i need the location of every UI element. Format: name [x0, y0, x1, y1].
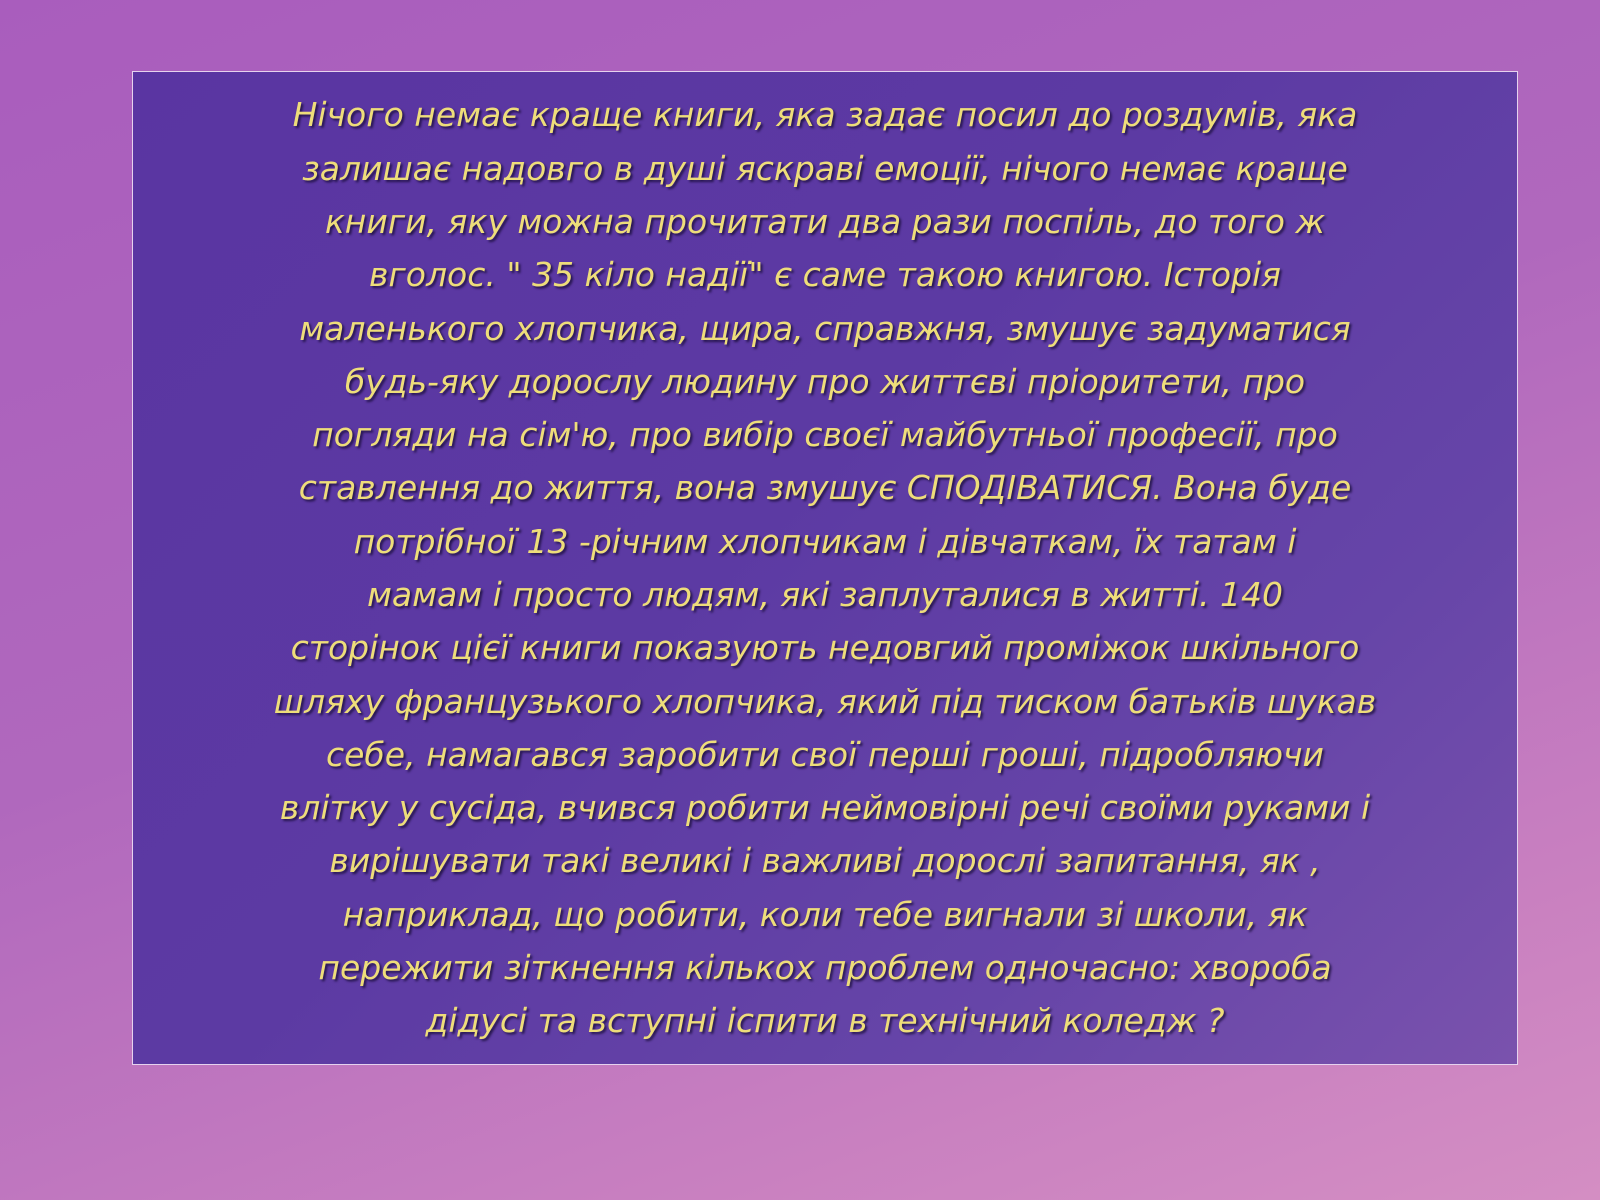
text-line: вирішувати такі великі і важливі дорослі запитання, як , — [329, 841, 1321, 881]
text-line: залишає надовго в душі яскраві емоції, нічого немає краще — [302, 148, 1348, 188]
text-line: потрібної 13 -річним хлопчикам і дівчаткам, їх татам і — [353, 521, 1297, 561]
text-box — [132, 71, 1518, 1065]
text-line: ставлення до життя, вона змушує СПОДІВАТИСЯ. Вона буде — [298, 468, 1352, 508]
text-line: будь-яку дорослу людину про життєві пріоритети, про — [344, 361, 1306, 401]
text-line: сторінок цієї книги показують недовгий проміжок шкільного — [290, 628, 1360, 668]
text-line: книги, яку можна прочитати два рази поспіль, до того ж — [324, 201, 1326, 241]
text-line: влітку у сусіда, вчився робити неймовірні речі своїми руками і — [279, 788, 1371, 828]
text-line: Нічого немає краще книги, яка задає посил до роздумів, яка — [292, 95, 1358, 135]
text-line: дідусі та вступні іспити в технічний коледж ? — [425, 1001, 1225, 1041]
text-line: себе, намагався заробити свої перші гроші, підробляючи — [325, 734, 1324, 774]
body-text — [140, 88, 1510, 1047]
text-line: мамам і просто людям, які заплуталися в житті. 140 — [366, 575, 1284, 614]
text-line: маленького хлопчика, щира, справжня, змушує задуматися — [299, 308, 1351, 348]
text-line: вголос. " 35 кіло надії" є саме такою книгою. Історія — [368, 255, 1281, 295]
text-line: пережити зіткнення кількох проблем одночасно: хвороба — [318, 948, 1332, 988]
text-line: шляху французького хлопчика, який під тиском батьків шукав — [273, 681, 1377, 721]
text-line: наприклад, що робити, коли тебе вигнали зі школи, як — [342, 894, 1308, 934]
text-line: погляди на сім'ю, про вибір своєї майбутньої професії, про — [312, 415, 1338, 455]
